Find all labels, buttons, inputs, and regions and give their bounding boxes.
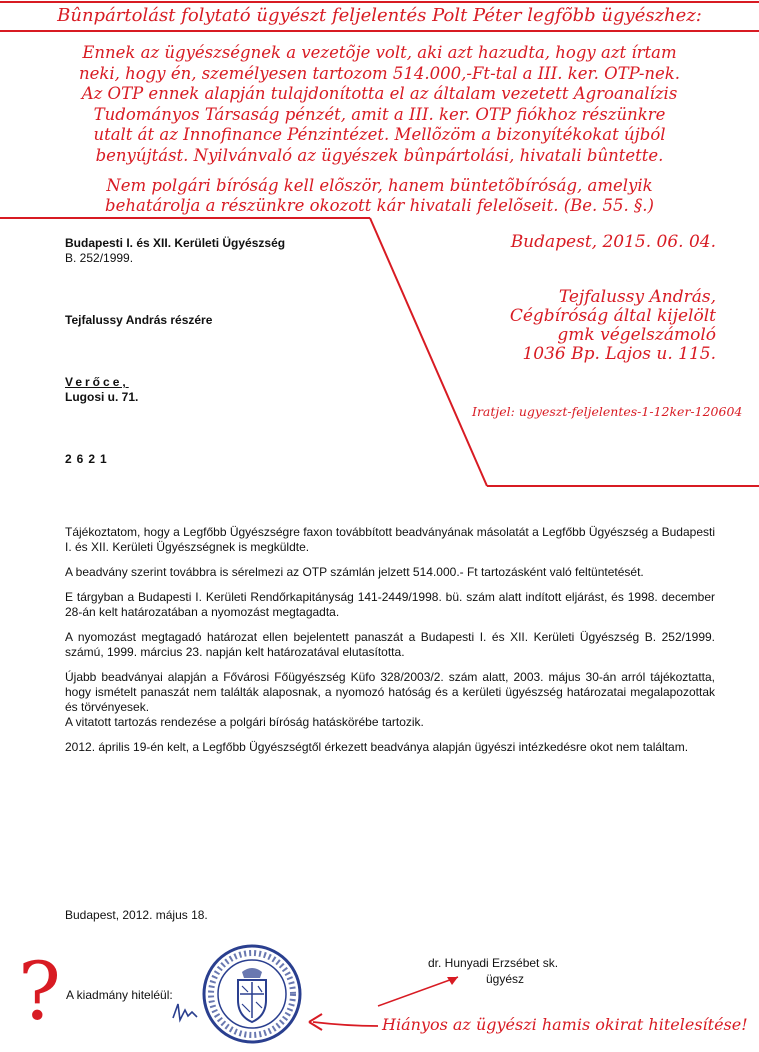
intro-line: Az OTP ennek alapján tulajdonította el az általam vezetett Agroanalízis xyxy=(81,84,678,103)
claim-line: Nem polgári bíróság kell elõször, hanem büntetõbíróság, amelyik xyxy=(106,176,653,195)
signature-icon xyxy=(170,998,200,1026)
signer-title: ügyész xyxy=(486,972,525,986)
arrow-to-seal xyxy=(313,1022,378,1026)
intro-line: Ennek az ügyészségnek a vezetõje volt, aki azt hazudta, hogy azt írtam xyxy=(82,43,677,62)
recipient: Tejfalussy András részére xyxy=(65,313,213,327)
intro-text xyxy=(0,43,759,166)
registration-number: 2621 xyxy=(65,452,112,466)
sender-address xyxy=(420,288,716,364)
address-line: 1036 Bp. Lajos u. 115. xyxy=(522,344,716,364)
intro-line: Tudományos Társaság pénzét, amit a III. ker. OTP fiókhoz részünkre xyxy=(93,104,666,124)
headline: Bûnpártolást folytató ügyészt feljelentés Polt Péter legfõbb ügyészhez: xyxy=(57,5,702,26)
case-number: B. 252/1999. xyxy=(65,251,134,265)
address-line: gmk végelszámoló xyxy=(557,325,716,345)
city: Verőce, xyxy=(65,375,129,389)
paragraph: A vitatott tartozás rendezése a polgári bíróság hatáskörébe tartozik. xyxy=(65,715,424,729)
certification-label: A kiadmány hiteléül: xyxy=(66,988,173,1002)
paragraph: Újabb beadványai alapján a Fővárosi Főügyészség Küfo 328/2003/2. szám alatt, 2003. május 30-án arról tájékoztatta, hogy ismételt panaszát nem találták alaposnak, a nyomozó hatóság és a kerületi ügyészség határozatai megalapozottak és törvényesek. xyxy=(65,670,715,714)
address-line: Cégbíróság által kijelölt xyxy=(509,306,716,326)
recipient-address xyxy=(65,375,138,405)
overlay-date: Budapest, 2015. 06. 04. xyxy=(510,232,716,252)
letter-body xyxy=(65,525,715,765)
intro-line: neki, hogy én, személyesen tartozom 514.000,-Ft-tal a III. ker. OTP-nek. xyxy=(78,63,681,83)
office-name: Budapesti I. és XII. Kerületi Ügyészség xyxy=(65,236,286,250)
letter-header xyxy=(65,236,285,266)
claim-text xyxy=(0,176,759,216)
address-line: Tejfalussy András, xyxy=(558,287,716,307)
claim-line: behatárolja a részünkre okozott kár hivatali felelõseit. (Be. 55. §.) xyxy=(105,196,654,215)
intro-line: utalt át az Innofinance Pénzintézet. Mellõzöm a bizonyítékokat újból xyxy=(93,125,666,144)
signing-date: Budapest, 2012. május 18. xyxy=(65,908,208,922)
seal-icon xyxy=(200,942,304,1046)
paragraph: E tárgyban a Budapesti I. Kerületi Rendőrkapitányság 141-2449/1998. bü. szám alatt indított eljárást, és 1998. december 28-án kelt határozatában a nyomozást megtagadta. xyxy=(65,590,715,619)
arrow-to-signer xyxy=(378,977,458,1006)
paragraph: Tájékoztatom, hogy a Legfőbb Ügyészségre faxon továbbított beadványának másolatát a Legfőbb Ügyészség a Budapesti I. és XII. Kerületi Ügyészségnek is megküldte. xyxy=(65,525,715,554)
signer-name: dr. Hunyadi Erzsébet sk. xyxy=(428,956,559,970)
document-id: Iratjel: ugyeszt-feljelentes-1-12ker-120604 xyxy=(472,404,743,419)
intro-line: benyújtást. Nyilvánvaló az ügyészek bûnpártolási, hivatali bûntette. xyxy=(95,145,664,165)
paragraph: A nyomozást megtagadó határozat ellen bejelentett panaszát a Budapesti I. és XII. Kerületi Ügyészség B. 252/1999. számú, 1999. március 23. napján kelt határozatával elutasította. xyxy=(65,630,715,659)
question-mark: ? xyxy=(18,945,61,1038)
missing-authentication-note: Hiányos az ügyészi hamis okirat hitelesítése! xyxy=(382,1015,748,1034)
street: Lugosi u. 71. xyxy=(65,390,139,404)
paragraph: A beadvány szerint továbbra is sérelmezi az OTP számlán jelzett 514.000.- Ft tartozásként való feltüntetését. xyxy=(65,565,644,579)
paragraph: 2012. április 19-én kelt, a Legfőbb Ügyészségtől érkezett beadványa alapján ügyészi intézkedésre okot nem találtam. xyxy=(65,740,689,754)
